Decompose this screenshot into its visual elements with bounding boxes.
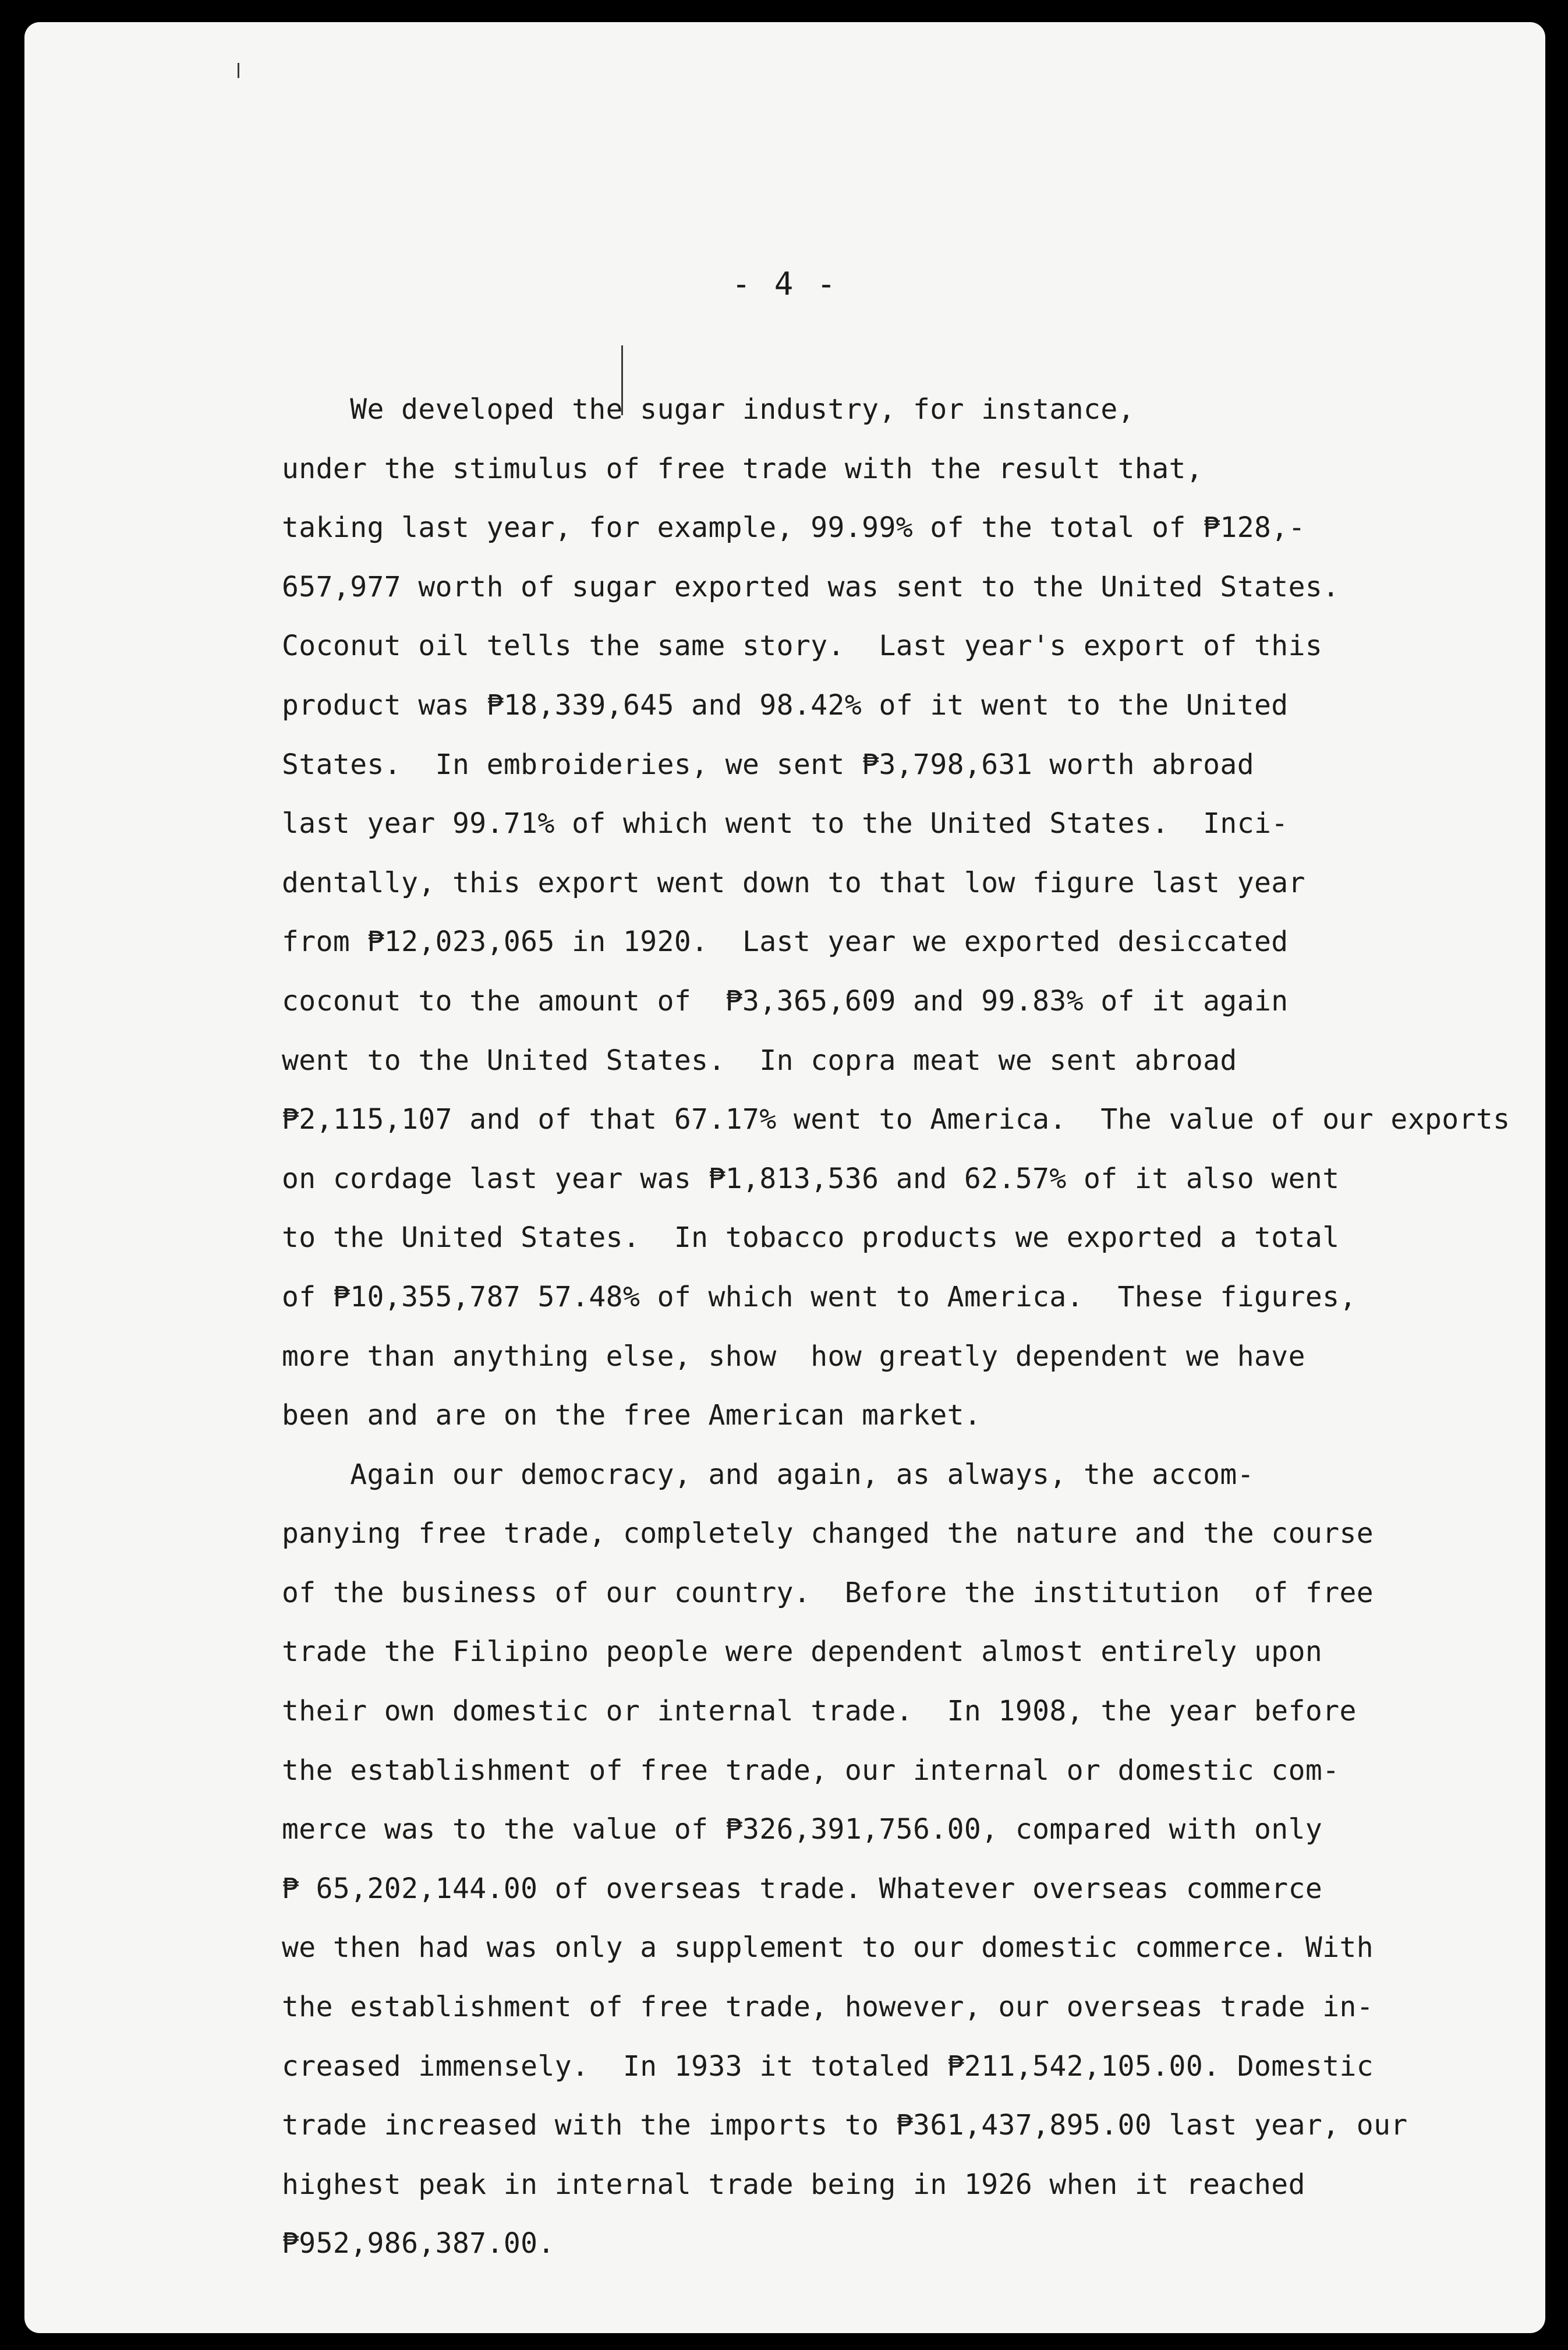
text-line: dentally, this export went down to that low figure last year bbox=[282, 866, 1305, 899]
text-line: under the stimulus of free trade with the result that, bbox=[282, 452, 1204, 485]
text-line: trade increased with the imports to ₱361,437,895.00 last year, our bbox=[282, 2109, 1408, 2142]
text-line: of the business of our country. Before the institution of free bbox=[282, 1576, 1374, 1609]
text-line: merce was to the value of ₱326,391,756.00, compared with only bbox=[282, 1813, 1323, 1846]
text-line: product was ₱18,339,645 and 98.42% of it went to the United bbox=[282, 688, 1289, 722]
page-number: - 4 - bbox=[731, 266, 838, 302]
text-line: panying free trade, completely changed the nature and the course bbox=[282, 1517, 1374, 1550]
text-line: went to the United States. In copra meat we sent abroad bbox=[282, 1044, 1237, 1077]
text-line: creased immensely. In 1933 it totaled ₱211,542,105.00. Domestic bbox=[282, 2049, 1374, 2083]
text-line: States. In embroideries, we sent ₱3,798,631 worth abroad bbox=[282, 748, 1255, 781]
text-line: been and are on the free American market. bbox=[282, 1399, 982, 1432]
text-line: Again our democracy, and again, as always, the accom- bbox=[282, 1458, 1255, 1491]
text-line: on cordage last year was ₱1,813,536 and 62.57% of it also went bbox=[282, 1162, 1340, 1195]
text-line: coconut to the amount of ₱3,365,609 and 99.83% of it again bbox=[282, 984, 1289, 1017]
text-line: the establishment of free trade, however, our overseas trade in- bbox=[282, 1991, 1374, 2024]
text-line: ₱2,115,107 and of that 67.17% went to America. The value of our exports bbox=[282, 1103, 1510, 1136]
text-line: last year 99.71% of which went to the United States. Inci- bbox=[282, 807, 1289, 840]
document-page bbox=[24, 22, 1545, 2333]
text-line: taking last year, for example, 99.99% of the total of ₱128,- bbox=[282, 511, 1305, 545]
text-line: trade the Filipino people were dependent almost entirely upon bbox=[282, 1635, 1323, 1669]
text-line: We developed the sugar industry, for instance, bbox=[282, 393, 1135, 426]
text-line: their own domestic or internal trade. In 1908, the year before bbox=[282, 1695, 1357, 1728]
text-line: we then had was only a supplement to our domestic commerce. With bbox=[282, 1931, 1374, 1964]
paragraph bbox=[282, 1446, 1534, 2274]
text-line: 657,977 worth of sugar exported was sent to the United States. bbox=[282, 570, 1340, 603]
text-line: ₱ 65,202,144.00 of overseas trade. Whatever overseas commerce bbox=[282, 1872, 1323, 1905]
text-line: highest peak in internal trade being in 1926 when it reached bbox=[282, 2168, 1305, 2201]
paragraph bbox=[282, 380, 1534, 1446]
text-line: ₱952,986,387.00. bbox=[282, 2227, 555, 2260]
scan-mark bbox=[238, 63, 239, 78]
text-line: of ₱10,355,787 57.48% of which went to America. These figures, bbox=[282, 1280, 1357, 1313]
body-text bbox=[282, 380, 1534, 2274]
text-line: Coconut oil tells the same story. Last year's export of this bbox=[282, 630, 1323, 663]
text-line: the establishment of free trade, our internal or domestic com- bbox=[282, 1754, 1340, 1787]
text-line: from ₱12,023,065 in 1920. Last year we exported desiccated bbox=[282, 925, 1289, 959]
text-line: to the United States. In tobacco products we exported a total bbox=[282, 1221, 1340, 1254]
text-line: more than anything else, show how greatly dependent we have bbox=[282, 1340, 1305, 1373]
